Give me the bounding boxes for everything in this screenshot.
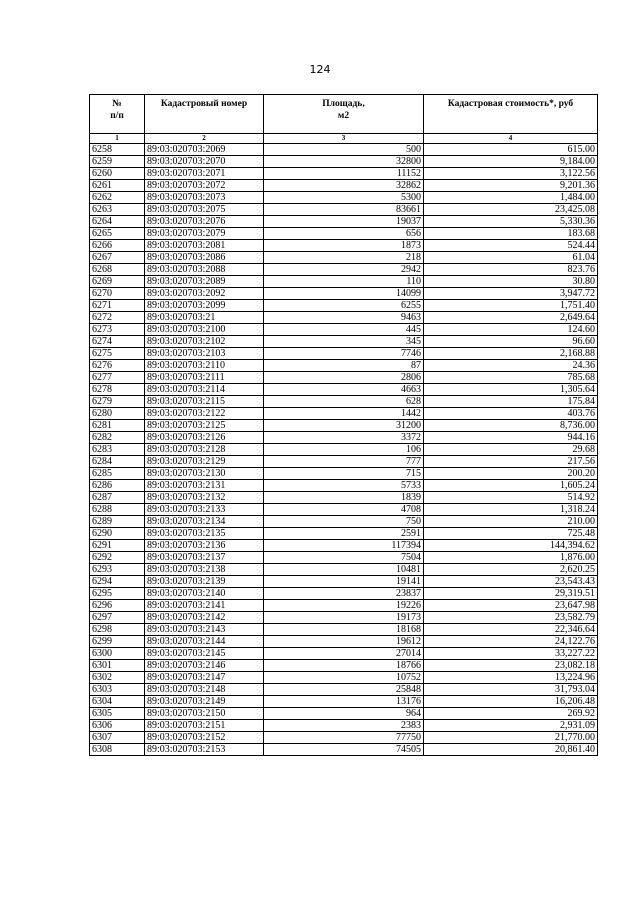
page-number: 124 — [309, 63, 331, 76]
row-number-cell: 6296 — [90, 600, 145, 612]
table-row — [90, 528, 598, 540]
cadastral-value-cell: 23,425.08 — [424, 204, 598, 216]
header-row-number-line2: п/п — [110, 111, 124, 121]
row-number-cell: 6290 — [90, 528, 145, 540]
cadastral-number-cell: 89:03:020703:2133 — [145, 504, 264, 516]
cadastral-number-cell: 89:03:020703:2129 — [145, 456, 264, 468]
row-number-cell: 6283 — [90, 444, 145, 456]
cadastral-number-cell: 89:03:020703:2137 — [145, 552, 264, 564]
row-number-cell: 6271 — [90, 300, 145, 312]
cadastral-value-cell: 144,394.62 — [424, 540, 598, 552]
table-row — [90, 312, 598, 324]
cadastral-number-cell: 89:03:020703:2100 — [145, 324, 264, 336]
table-row — [90, 144, 598, 156]
cadastral-value-cell: 29.68 — [424, 444, 598, 456]
area-cell: 4708 — [264, 504, 424, 516]
cadastral-value-cell: 1,751.40 — [424, 300, 598, 312]
cadastral-number-cell: 89:03:020703:2122 — [145, 408, 264, 420]
table-row — [90, 624, 598, 636]
row-number-cell: 6294 — [90, 576, 145, 588]
cadastral-value-cell: 514.92 — [424, 492, 598, 504]
area-cell: 2942 — [264, 264, 424, 276]
cadastral-number-cell: 89:03:020703:2144 — [145, 636, 264, 648]
table-row — [90, 504, 598, 516]
row-number-cell: 6298 — [90, 624, 145, 636]
cadastral-value-cell: 2,649.64 — [424, 312, 598, 324]
area-cell: 1839 — [264, 492, 424, 504]
table-row — [90, 168, 598, 180]
area-cell: 31200 — [264, 420, 424, 432]
table-row — [90, 228, 598, 240]
area-cell: 7504 — [264, 552, 424, 564]
area-cell: 87 — [264, 360, 424, 372]
area-cell: 777 — [264, 456, 424, 468]
row-number-cell: 6269 — [90, 276, 145, 288]
cadastral-number-cell: 89:03:020703:2089 — [145, 276, 264, 288]
cadastral-value-cell: 524.44 — [424, 240, 598, 252]
table-row — [90, 336, 598, 348]
cadastral-number-cell: 89:03:020703:2076 — [145, 216, 264, 228]
cadastral-value-cell: 9,184.00 — [424, 156, 598, 168]
area-cell: 32862 — [264, 180, 424, 192]
column-number: 2 — [145, 134, 264, 144]
row-number-cell: 6297 — [90, 612, 145, 624]
area-cell: 83661 — [264, 204, 424, 216]
row-number-cell: 6292 — [90, 552, 145, 564]
table-row — [90, 192, 598, 204]
cadastral-value-cell: 13,224.96 — [424, 672, 598, 684]
row-number-cell: 6268 — [90, 264, 145, 276]
cadastral-value-cell: 200.20 — [424, 468, 598, 480]
table-row — [90, 264, 598, 276]
row-number-cell: 6270 — [90, 288, 145, 300]
cadastral-value-cell: 5,330.36 — [424, 216, 598, 228]
header-row-number-line1: № — [112, 99, 122, 109]
area-cell: 6255 — [264, 300, 424, 312]
cadastral-number-cell: 89:03:020703:2125 — [145, 420, 264, 432]
cadastral-number-cell: 89:03:020703:2072 — [145, 180, 264, 192]
cadastral-number-cell: 89:03:020703:2148 — [145, 684, 264, 696]
cadastral-number-cell: 89:03:020703:2070 — [145, 156, 264, 168]
area-cell: 218 — [264, 252, 424, 264]
row-number-cell: 6276 — [90, 360, 145, 372]
cadastral-value-cell: 23,082.18 — [424, 660, 598, 672]
cadastral-number-cell: 89:03:020703:2110 — [145, 360, 264, 372]
cadastral-value-cell: 210.00 — [424, 516, 598, 528]
table-row — [90, 420, 598, 432]
area-cell: 1873 — [264, 240, 424, 252]
column-number: 4 — [424, 134, 598, 144]
cadastral-number-cell: 89:03:020703:2075 — [145, 204, 264, 216]
cadastral-value-cell: 21,770.00 — [424, 732, 598, 744]
cadastral-number-cell: 89:03:020703:2145 — [145, 648, 264, 660]
area-cell: 1442 — [264, 408, 424, 420]
area-cell: 13176 — [264, 696, 424, 708]
table-row — [90, 660, 598, 672]
table-row — [90, 408, 598, 420]
cadastral-number-cell: 89:03:020703:2079 — [145, 228, 264, 240]
table-row — [90, 384, 598, 396]
header-area-line1: Площадь, — [322, 99, 365, 109]
table-row — [90, 492, 598, 504]
cadastral-number-cell: 89:03:020703:2071 — [145, 168, 264, 180]
cadastral-number-cell: 89:03:020703:2131 — [145, 480, 264, 492]
cadastral-value-cell: 22,346.64 — [424, 624, 598, 636]
table-row — [90, 156, 598, 168]
area-cell: 345 — [264, 336, 424, 348]
area-cell: 32800 — [264, 156, 424, 168]
row-number-cell: 6287 — [90, 492, 145, 504]
table-row — [90, 696, 598, 708]
cadastral-number-cell: 89:03:020703:2088 — [145, 264, 264, 276]
table-row — [90, 480, 598, 492]
header-area — [264, 95, 424, 134]
area-cell: 2591 — [264, 528, 424, 540]
cadastral-value-cell: 269.92 — [424, 708, 598, 720]
cadastral-value-cell: 785.68 — [424, 372, 598, 384]
table-row — [90, 588, 598, 600]
row-number-cell: 6277 — [90, 372, 145, 384]
cadastral-number-cell: 89:03:020703:2103 — [145, 348, 264, 360]
cadastral-value-cell: 1,305.64 — [424, 384, 598, 396]
row-number-cell: 6306 — [90, 720, 145, 732]
row-number-cell: 6301 — [90, 660, 145, 672]
row-number-cell: 6266 — [90, 240, 145, 252]
table-row — [90, 468, 598, 480]
cadastral-number-cell: 89:03:020703:2069 — [145, 144, 264, 156]
table-row — [90, 744, 598, 756]
table-row — [90, 348, 598, 360]
row-number-cell: 6285 — [90, 468, 145, 480]
row-number-cell: 6262 — [90, 192, 145, 204]
cadastral-value-cell: 1,876.00 — [424, 552, 598, 564]
cadastral-number-cell: 89:03:020703:2132 — [145, 492, 264, 504]
cadastral-value-cell: 2,168.88 — [424, 348, 598, 360]
area-cell: 19037 — [264, 216, 424, 228]
row-number-cell: 6288 — [90, 504, 145, 516]
header-row-number — [90, 95, 145, 134]
row-number-cell: 6263 — [90, 204, 145, 216]
cadastral-value-cell: 2,931.09 — [424, 720, 598, 732]
cadastral-number-cell: 89:03:020703:2086 — [145, 252, 264, 264]
table-row — [90, 240, 598, 252]
cadastral-number-cell: 89:03:020703:2081 — [145, 240, 264, 252]
table-row — [90, 456, 598, 468]
cadastral-number-cell: 89:03:020703:2135 — [145, 528, 264, 540]
row-number-cell: 6281 — [90, 420, 145, 432]
area-cell: 500 — [264, 144, 424, 156]
cadastral-number-cell: 89:03:020703:2150 — [145, 708, 264, 720]
header-cadastral-value: Кадастровая стоимость*, руб — [424, 95, 598, 134]
row-number-cell: 6300 — [90, 648, 145, 660]
cadastral-value-cell: 823.76 — [424, 264, 598, 276]
area-cell: 74505 — [264, 744, 424, 756]
table-row — [90, 276, 598, 288]
cadastral-value-cell: 175.84 — [424, 396, 598, 408]
table-row — [90, 252, 598, 264]
area-cell: 2806 — [264, 372, 424, 384]
cadastral-value-cell: 183.68 — [424, 228, 598, 240]
cadastral-number-cell: 89:03:020703:2141 — [145, 600, 264, 612]
table-row — [90, 600, 598, 612]
cadastral-value-cell: 96.60 — [424, 336, 598, 348]
row-number-cell: 6293 — [90, 564, 145, 576]
area-cell: 19141 — [264, 576, 424, 588]
area-cell: 18168 — [264, 624, 424, 636]
row-number-cell: 6282 — [90, 432, 145, 444]
area-cell: 2383 — [264, 720, 424, 732]
cadastral-value-cell: 944.16 — [424, 432, 598, 444]
table-row — [90, 432, 598, 444]
table-row — [90, 324, 598, 336]
cadastral-value-cell: 61.04 — [424, 252, 598, 264]
cadastral-number-cell: 89:03:020703:2153 — [145, 744, 264, 756]
row-number-cell: 6304 — [90, 696, 145, 708]
area-cell: 23837 — [264, 588, 424, 600]
table-row — [90, 360, 598, 372]
column-number: 1 — [90, 134, 145, 144]
row-number-cell: 6260 — [90, 168, 145, 180]
row-number-cell: 6272 — [90, 312, 145, 324]
cadastral-value-cell: 725.48 — [424, 528, 598, 540]
row-number-cell: 6259 — [90, 156, 145, 168]
row-number-cell: 6289 — [90, 516, 145, 528]
cadastral-value-cell: 1,318.24 — [424, 504, 598, 516]
table-body — [90, 144, 598, 756]
row-number-cell: 6284 — [90, 456, 145, 468]
cadastral-number-cell: 89:03:020703:2140 — [145, 588, 264, 600]
cadastral-value-cell: 8,736.00 — [424, 420, 598, 432]
column-number: 3 — [264, 134, 424, 144]
area-cell: 964 — [264, 708, 424, 720]
area-cell: 656 — [264, 228, 424, 240]
cadastral-number-cell: 89:03:020703:2146 — [145, 660, 264, 672]
row-number-cell: 6265 — [90, 228, 145, 240]
row-number-cell: 6299 — [90, 636, 145, 648]
row-number-cell: 6302 — [90, 672, 145, 684]
cadastral-table — [89, 94, 598, 756]
cadastral-number-cell: 89:03:020703:2126 — [145, 432, 264, 444]
cadastral-number-cell: 89:03:020703:2139 — [145, 576, 264, 588]
area-cell: 117394 — [264, 540, 424, 552]
cadastral-number-cell: 89:03:020703:2149 — [145, 696, 264, 708]
cadastral-value-cell: 33,227.22 — [424, 648, 598, 660]
cadastral-number-cell: 89:03:020703:2114 — [145, 384, 264, 396]
cadastral-number-cell: 89:03:020703:2115 — [145, 396, 264, 408]
table-row — [90, 288, 598, 300]
area-cell: 9463 — [264, 312, 424, 324]
area-cell: 10752 — [264, 672, 424, 684]
area-cell: 106 — [264, 444, 424, 456]
cadastral-value-cell: 29,319.51 — [424, 588, 598, 600]
cadastral-number-cell: 89:03:020703:2099 — [145, 300, 264, 312]
row-number-cell: 6307 — [90, 732, 145, 744]
cadastral-value-cell: 124.60 — [424, 324, 598, 336]
cadastral-value-cell: 31,793.04 — [424, 684, 598, 696]
row-number-cell: 6308 — [90, 744, 145, 756]
table-row — [90, 204, 598, 216]
row-number-cell: 6279 — [90, 396, 145, 408]
row-number-cell: 6295 — [90, 588, 145, 600]
table-row — [90, 576, 598, 588]
column-numbers-row — [90, 134, 598, 144]
cadastral-value-cell: 24,122.76 — [424, 636, 598, 648]
table-row — [90, 636, 598, 648]
cadastral-value-cell: 23,543.43 — [424, 576, 598, 588]
row-number-cell: 6275 — [90, 348, 145, 360]
cadastral-value-cell: 2,620.25 — [424, 564, 598, 576]
cadastral-value-cell: 16,206.48 — [424, 696, 598, 708]
cadastral-value-cell: 23,582.79 — [424, 612, 598, 624]
area-cell: 750 — [264, 516, 424, 528]
area-cell: 27014 — [264, 648, 424, 660]
cadastral-value-cell: 23,647.98 — [424, 600, 598, 612]
cadastral-number-cell: 89:03:020703:21 — [145, 312, 264, 324]
cadastral-number-cell: 89:03:020703:2092 — [145, 288, 264, 300]
cadastral-number-cell: 89:03:020703:2151 — [145, 720, 264, 732]
area-cell: 110 — [264, 276, 424, 288]
row-number-cell: 6274 — [90, 336, 145, 348]
cadastral-value-cell: 3,122.56 — [424, 168, 598, 180]
table-row — [90, 564, 598, 576]
cadastral-number-cell: 89:03:020703:2142 — [145, 612, 264, 624]
cadastral-value-cell: 217.56 — [424, 456, 598, 468]
area-cell: 5733 — [264, 480, 424, 492]
table-row — [90, 216, 598, 228]
cadastral-value-cell: 1,484.00 — [424, 192, 598, 204]
cadastral-number-cell: 89:03:020703:2130 — [145, 468, 264, 480]
table-row — [90, 300, 598, 312]
area-cell: 18766 — [264, 660, 424, 672]
table-row — [90, 708, 598, 720]
cadastral-number-cell: 89:03:020703:2128 — [145, 444, 264, 456]
cadastral-number-cell: 89:03:020703:2111 — [145, 372, 264, 384]
area-cell: 10481 — [264, 564, 424, 576]
table-row — [90, 516, 598, 528]
table-row — [90, 540, 598, 552]
table-row — [90, 612, 598, 624]
area-cell: 445 — [264, 324, 424, 336]
table-header-row — [90, 95, 598, 134]
table-row — [90, 372, 598, 384]
cadastral-value-cell: 3,947.72 — [424, 288, 598, 300]
cadastral-number-cell: 89:03:020703:2134 — [145, 516, 264, 528]
area-cell: 19612 — [264, 636, 424, 648]
area-cell: 19226 — [264, 600, 424, 612]
area-cell: 77750 — [264, 732, 424, 744]
row-number-cell: 6261 — [90, 180, 145, 192]
table-row — [90, 396, 598, 408]
cadastral-number-cell: 89:03:020703:2152 — [145, 732, 264, 744]
row-number-cell: 6305 — [90, 708, 145, 720]
area-cell: 19173 — [264, 612, 424, 624]
area-cell: 11152 — [264, 168, 424, 180]
cadastral-number-cell: 89:03:020703:2073 — [145, 192, 264, 204]
row-number-cell: 6291 — [90, 540, 145, 552]
area-cell: 14099 — [264, 288, 424, 300]
area-cell: 5300 — [264, 192, 424, 204]
area-cell: 628 — [264, 396, 424, 408]
row-number-cell: 6267 — [90, 252, 145, 264]
table-row — [90, 684, 598, 696]
row-number-cell: 6280 — [90, 408, 145, 420]
cadastral-value-cell: 20,861.40 — [424, 744, 598, 756]
cadastral-number-cell: 89:03:020703:2143 — [145, 624, 264, 636]
table-row — [90, 648, 598, 660]
row-number-cell: 6273 — [90, 324, 145, 336]
cadastral-value-cell: 615.00 — [424, 144, 598, 156]
table-row — [90, 720, 598, 732]
cadastral-value-cell: 24.36 — [424, 360, 598, 372]
area-cell: 25848 — [264, 684, 424, 696]
cadastral-number-cell: 89:03:020703:2136 — [145, 540, 264, 552]
row-number-cell: 6258 — [90, 144, 145, 156]
area-cell: 3372 — [264, 432, 424, 444]
cadastral-value-cell: 403.76 — [424, 408, 598, 420]
table-row — [90, 444, 598, 456]
row-number-cell: 6286 — [90, 480, 145, 492]
header-cadastral-number: Кадастровый номер — [145, 95, 264, 134]
area-cell: 7746 — [264, 348, 424, 360]
row-number-cell: 6278 — [90, 384, 145, 396]
cadastral-number-cell: 89:03:020703:2138 — [145, 564, 264, 576]
table-row — [90, 732, 598, 744]
table-row — [90, 552, 598, 564]
cadastral-value-cell: 9,201.36 — [424, 180, 598, 192]
row-number-cell: 6303 — [90, 684, 145, 696]
row-number-cell: 6264 — [90, 216, 145, 228]
table-row — [90, 672, 598, 684]
table-row — [90, 180, 598, 192]
cadastral-value-cell: 1,605.24 — [424, 480, 598, 492]
area-cell: 715 — [264, 468, 424, 480]
area-cell: 4663 — [264, 384, 424, 396]
cadastral-value-cell: 30.80 — [424, 276, 598, 288]
header-area-line2: м2 — [337, 111, 350, 121]
cadastral-number-cell: 89:03:020703:2102 — [145, 336, 264, 348]
cadastral-number-cell: 89:03:020703:2147 — [145, 672, 264, 684]
